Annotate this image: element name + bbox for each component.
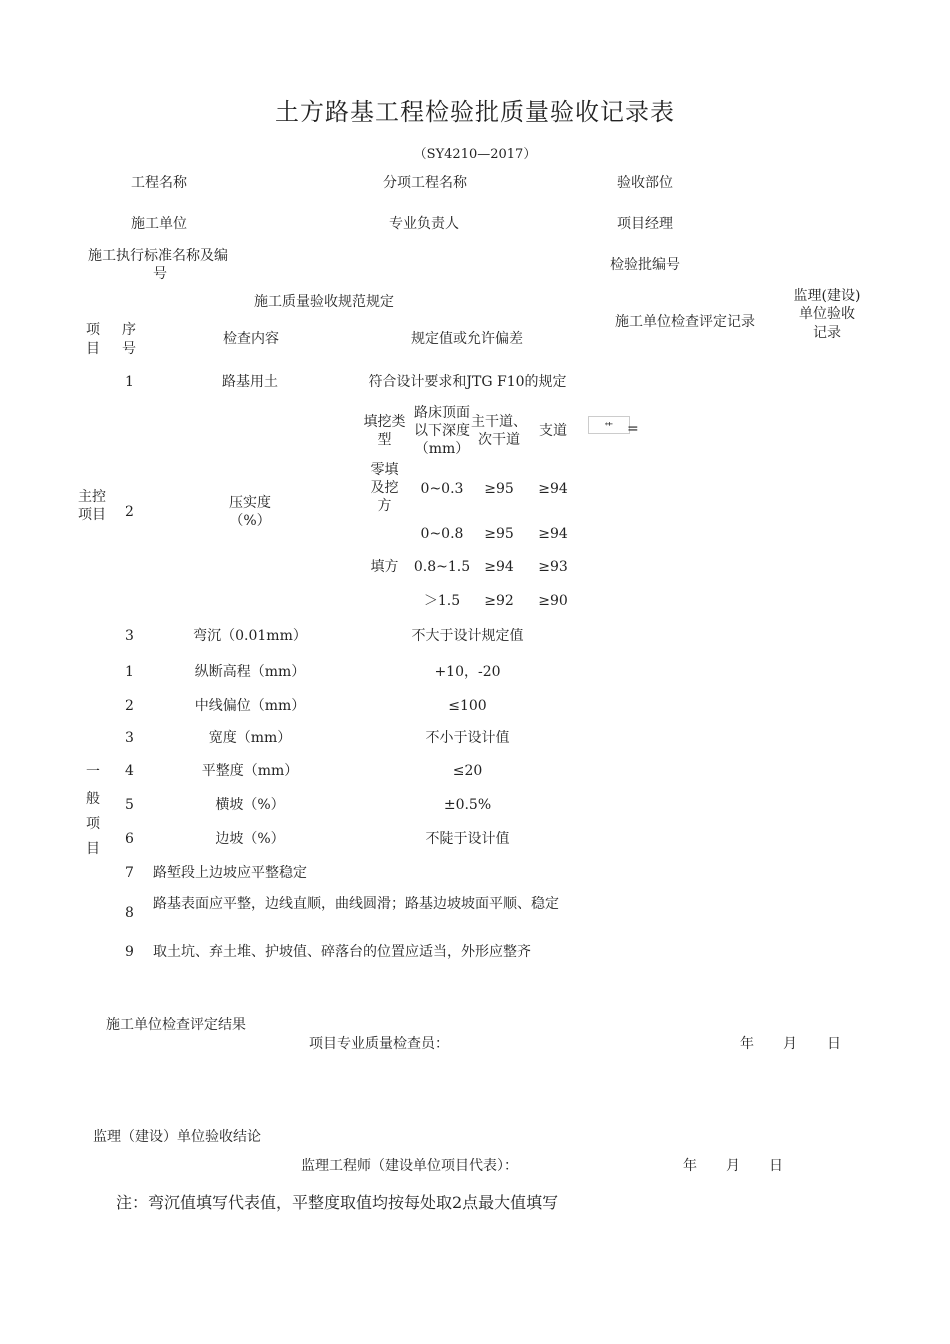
compaction-main-1: ≥95 [484, 481, 514, 497]
general-text-7: 路堑段上边坡应平整稳定 [153, 865, 307, 881]
supervisor-header-3: 记录 [813, 325, 841, 341]
compaction-type-zero-1: 零填 [370, 462, 399, 478]
compaction-type-header-1: 填挖类 [363, 414, 406, 430]
general-spec-2: ≤100 [448, 698, 487, 714]
date2-day: 日 [769, 1158, 783, 1174]
compaction-type-fill: 填方 [370, 559, 399, 575]
footnote: 注：弯沉值填写代表值，平整度取值均按每处取2点最大值填写 [116, 1193, 559, 1212]
compaction-depth-3: 0.8~1.5 [413, 559, 471, 575]
general-spec-1: +10，-20 [434, 664, 501, 680]
item-header-1: 项 [86, 322, 100, 338]
general-spec-3: 不小于设计值 [425, 730, 510, 746]
seq-header-2: 号 [122, 341, 136, 357]
general-content-4: 平整度（mm） [201, 763, 299, 779]
contractor-result-label: 施工单位检查评定结果 [106, 1017, 246, 1033]
compaction-depth-4: ＞1.5 [423, 593, 461, 609]
compaction-type-header-2: 型 [377, 432, 392, 448]
date1-month: 月 [783, 1036, 797, 1052]
general-content-2: 中线偏位（mm） [194, 698, 306, 714]
general-spec-5: ±0.5% [443, 797, 492, 813]
general-text-8: 路基表面应平整，边线直顺，曲线圆滑；路基边坡坡面平顺、稳定 [153, 896, 559, 912]
compaction-branch-4: ≥90 [538, 593, 568, 609]
general-content-3: 宽度（mm） [208, 730, 292, 746]
main-seq-1: 1 [125, 374, 134, 390]
general-seq-8: 8 [125, 905, 134, 921]
supervisor-header-2: 单位验收 [799, 306, 855, 322]
general-seq-1: 1 [125, 664, 134, 680]
sub-project-name-label: 分项工程名称 [383, 175, 467, 191]
item-header-2: 目 [86, 341, 100, 357]
main-seq-2: 2 [125, 504, 134, 520]
date1-day: 日 [827, 1036, 841, 1052]
main-control-label-2: 项目 [78, 507, 106, 523]
compaction-main-road-header-1: 主干道、 [471, 414, 527, 430]
general-content-6: 边坡（%） [215, 831, 285, 847]
main-content-2-unit: （%） [229, 513, 271, 529]
general-seq-4: 4 [125, 763, 134, 779]
check-content-header: 检查内容 [223, 331, 279, 347]
project-name-label: 工程名称 [131, 175, 187, 191]
main-spec-1: 符合设计要求和JTG F10的规定 [368, 374, 567, 390]
compaction-branch-header: 支道 [539, 423, 567, 439]
general-content-5: 横坡（%） [215, 797, 285, 813]
compaction-depth-header-2: 以下深度 [414, 423, 470, 439]
equals-mark: = [627, 421, 639, 437]
main-content-2: 压实度 [229, 495, 271, 511]
embedded-object-icon: ⇷ [588, 416, 630, 434]
compaction-main-4: ≥92 [484, 593, 514, 609]
main-content-3: 弯沉（0.01mm） [193, 628, 307, 644]
standard-number: （SY4210—2017） [413, 147, 537, 162]
acceptance-part-label: 验收部位 [617, 175, 673, 191]
date2-month: 月 [726, 1158, 740, 1174]
spec-value-header: 规定值或允许偏差 [411, 331, 523, 347]
general-content-1: 纵断高程（mm） [194, 664, 306, 680]
spec-group-header: 施工质量验收规范规定 [254, 294, 394, 310]
main-content-1: 路基用土 [222, 374, 278, 390]
general-seq-9: 9 [125, 944, 134, 960]
main-spec-3: 不大于设计规定值 [411, 628, 524, 644]
quality-inspector-label: 项目专业质量检查员： [309, 1036, 449, 1052]
compaction-branch-3: ≥93 [538, 559, 568, 575]
general-spec-4: ≤20 [452, 763, 483, 779]
exec-standard-label: 施工执行标准名称及编 [88, 248, 228, 264]
general-label-2: 般 [86, 791, 100, 807]
main-seq-3: 3 [125, 628, 134, 644]
date1-year: 年 [740, 1036, 754, 1052]
compaction-depth-header-3: （mm） [414, 441, 470, 457]
date2-year: 年 [683, 1158, 697, 1174]
supervisor-header-1: 监理(建设) [793, 288, 861, 304]
compaction-depth-header-1: 路床顶面 [414, 405, 470, 421]
construction-unit-label: 施工单位 [131, 216, 187, 232]
professional-lead-label: 专业负责人 [389, 216, 459, 232]
compaction-branch-2: ≥94 [538, 526, 568, 542]
general-text-9: 取土坑、弃土堆、护坡值、碎落台的位置应适当，外形应整齐 [153, 944, 531, 960]
general-seq-7: 7 [125, 865, 134, 881]
supervising-engineer-label: 监理工程师（建设单位项目代表）： [301, 1158, 518, 1174]
seq-header-1: 序 [122, 322, 136, 338]
supervisor-conclusion-label: 监理（建设）单位验收结论 [93, 1129, 261, 1145]
compaction-type-zero-2: 及挖 [370, 480, 399, 496]
compaction-branch-1: ≥94 [538, 481, 568, 497]
general-label-3: 项 [86, 816, 100, 832]
general-seq-2: 2 [125, 698, 134, 714]
general-seq-6: 6 [125, 831, 134, 847]
compaction-main-road-header-2: 次干道 [478, 432, 520, 448]
main-control-label-1: 主控 [78, 489, 106, 505]
general-seq-5: 5 [125, 797, 134, 813]
compaction-type-zero-3: 方 [377, 498, 392, 514]
compaction-main-3: ≥94 [484, 559, 514, 575]
page-title: 土方路基工程检验批质量验收记录表 [275, 98, 675, 126]
compaction-depth-1: 0~0.3 [420, 481, 464, 497]
general-seq-3: 3 [125, 730, 134, 746]
general-label-1: 一 [86, 764, 100, 780]
batch-no-label: 检验批编号 [610, 257, 680, 273]
contractor-record-header: 施工单位检查评定记录 [615, 314, 755, 330]
exec-standard-label-cont: 号 [153, 266, 167, 282]
general-spec-6: 不陡于设计值 [425, 831, 510, 847]
project-manager-label: 项目经理 [617, 216, 673, 232]
compaction-depth-2: 0~0.8 [420, 526, 464, 542]
compaction-main-2: ≥95 [484, 526, 514, 542]
general-label-4: 目 [86, 841, 100, 857]
